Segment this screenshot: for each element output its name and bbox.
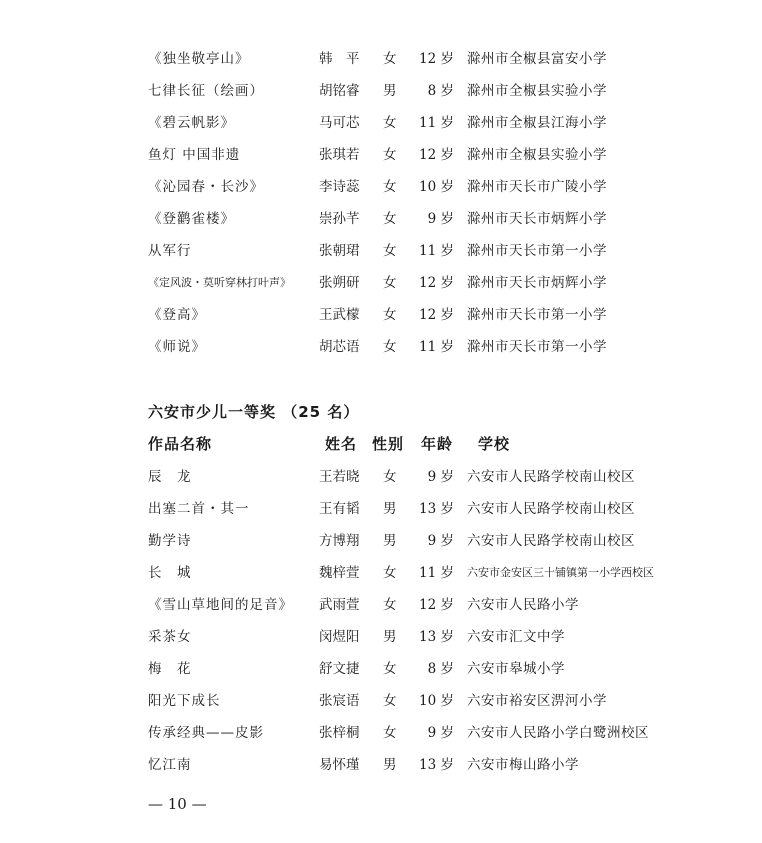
age: 9 岁: [427, 469, 454, 485]
age: 11 岁: [419, 243, 454, 259]
age: 12 岁: [419, 51, 454, 67]
gender: 女: [383, 307, 397, 323]
gender: 女: [383, 469, 397, 485]
school: 滁州市天长市炳辉小学: [467, 211, 607, 227]
student-name: 马可芯: [319, 115, 360, 131]
header-name: 姓名: [325, 435, 358, 453]
student-name: 胡铭睿: [319, 83, 360, 99]
gender: 女: [383, 565, 397, 581]
student-name: 张宸语: [319, 693, 360, 709]
list-item: [0, 79, 762, 103]
age: 13 岁: [419, 501, 454, 517]
list-item: [0, 239, 762, 263]
age: 11 岁: [419, 115, 454, 131]
school: 六安市汇文中学: [467, 629, 565, 645]
section-title: 六安市少儿一等奖 （25 名）: [148, 403, 360, 421]
gender: 女: [383, 275, 397, 291]
age: 11 岁: [419, 339, 454, 355]
gender: 男: [383, 629, 397, 645]
gender: 女: [383, 147, 397, 163]
school: 六安市人民路小学: [467, 597, 579, 613]
gender: 男: [383, 757, 397, 773]
student-name: 闵煜阳: [319, 629, 360, 645]
list-item: [0, 207, 762, 231]
work-title: 忆江南: [148, 757, 192, 773]
age: 11 岁: [419, 565, 454, 581]
work-title: 《师说》: [148, 339, 206, 355]
work-title: 《独坐敬亭山》: [148, 51, 250, 67]
age: 13 岁: [419, 757, 454, 773]
gender: 女: [383, 661, 397, 677]
gender: 女: [383, 179, 397, 195]
age: 8 岁: [427, 661, 454, 677]
age: 8 岁: [427, 83, 454, 99]
student-name: 张朝珺: [319, 243, 360, 259]
student-name: 舒文捷: [319, 661, 360, 677]
work-title: 七律长征（绘画）: [148, 83, 264, 99]
work-title: 《登高》: [148, 307, 206, 323]
list-item: [0, 143, 762, 167]
table-row: [0, 593, 762, 617]
table-row: [0, 465, 762, 489]
gender: 男: [383, 83, 397, 99]
work-title: 出塞二首・其一: [148, 501, 250, 517]
school: 滁州市天长市第一小学: [467, 339, 607, 355]
work-title: 鱼灯 中国非遗: [148, 147, 241, 163]
list-item: [0, 111, 762, 135]
work-title: 阳光下成长: [148, 693, 221, 709]
school: 滁州市天长市炳辉小学: [467, 275, 607, 291]
school: 六安市皋城小学: [467, 661, 565, 677]
work-title: 勤学诗: [148, 533, 192, 549]
age: 12 岁: [419, 147, 454, 163]
school: 滁州市全椒县实验小学: [467, 83, 607, 99]
table-row: [0, 625, 762, 649]
list-item: [0, 335, 762, 359]
student-name: 李诗蕊: [319, 179, 360, 195]
age: 13 岁: [419, 629, 454, 645]
student-name: 王武檬: [319, 307, 360, 323]
gender: 女: [383, 243, 397, 259]
work-title: 《定风波・莫听穿林打叶声》: [148, 276, 291, 289]
page-number: — 10 —: [148, 795, 207, 813]
school: 六安市金安区三十铺镇第一小学西校区: [467, 566, 654, 579]
table-row: [0, 529, 762, 553]
school: 滁州市全椒县实验小学: [467, 147, 607, 163]
student-name: 胡芯语: [319, 339, 360, 355]
work-title: 从军行: [148, 243, 192, 259]
gender: 女: [383, 693, 397, 709]
header-school: 学校: [478, 435, 511, 453]
gender: 女: [383, 211, 397, 227]
student-name: 张朔研: [319, 275, 360, 291]
student-name: 武雨萱: [319, 597, 360, 613]
header-age: 年龄: [421, 435, 454, 453]
school: 滁州市全椒县富安小学: [467, 51, 607, 67]
table-row: [0, 657, 762, 681]
student-name: 方博翔: [319, 533, 360, 549]
list-item: [0, 175, 762, 199]
work-title: 《碧云帆影》: [148, 115, 235, 131]
gender: 女: [383, 115, 397, 131]
gender: 男: [383, 501, 397, 517]
gender: 男: [383, 533, 397, 549]
table-row: [0, 497, 762, 521]
age: 9 岁: [427, 211, 454, 227]
school: 滁州市天长市第一小学: [467, 243, 607, 259]
work-title: 《登鹳雀楼》: [148, 211, 235, 227]
work-title: 梅 花: [148, 661, 192, 677]
age: 12 岁: [419, 597, 454, 613]
student-name: 张琪若: [319, 147, 360, 163]
student-name: 韩 平: [319, 51, 360, 67]
gender: 女: [383, 339, 397, 355]
school: 滁州市全椒县江海小学: [467, 115, 607, 131]
work-title: 《雪山草地间的足音》: [148, 597, 293, 613]
header-title: 作品名称: [148, 435, 213, 453]
school: 六安市人民路学校南山校区: [467, 501, 635, 517]
header-gender: 性别: [372, 435, 405, 453]
student-name: 王有韬: [319, 501, 360, 517]
age: 10 岁: [419, 179, 454, 195]
student-name: 王若晓: [319, 469, 360, 485]
student-name: 易怀瑾: [319, 757, 360, 773]
age: 10 岁: [419, 693, 454, 709]
school: 滁州市天长市第一小学: [467, 307, 607, 323]
student-name: 张梓桐: [319, 725, 360, 741]
age: 9 岁: [427, 725, 454, 741]
table-row: [0, 753, 762, 777]
age: 9 岁: [427, 533, 454, 549]
age: 12 岁: [419, 307, 454, 323]
work-title: 辰 龙: [148, 469, 192, 485]
table-header: [0, 432, 762, 456]
school: 滁州市天长市广陵小学: [467, 179, 607, 195]
school: 六安市人民路小学白鹭洲校区: [467, 725, 649, 741]
list-item: [0, 271, 762, 295]
school: 六安市梅山路小学: [467, 757, 579, 773]
gender: 女: [383, 597, 397, 613]
student-name: 崇孙芊: [319, 211, 360, 227]
school: 六安市人民路学校南山校区: [467, 469, 635, 485]
work-title: 长 城: [148, 565, 192, 581]
student-name: 魏梓萱: [319, 565, 360, 581]
work-title: 传承经典——皮影: [148, 725, 264, 741]
gender: 女: [383, 51, 397, 67]
table-row: [0, 561, 762, 585]
table-row: [0, 721, 762, 745]
table-row: [0, 689, 762, 713]
age: 12 岁: [419, 275, 454, 291]
list-item: [0, 303, 762, 327]
school: 六安市人民路学校南山校区: [467, 533, 635, 549]
work-title: 采茶女: [148, 629, 192, 645]
gender: 女: [383, 725, 397, 741]
school: 六安市裕安区淠河小学: [467, 693, 607, 709]
work-title: 《沁园春・长沙》: [148, 179, 264, 195]
list-item: [0, 47, 762, 71]
